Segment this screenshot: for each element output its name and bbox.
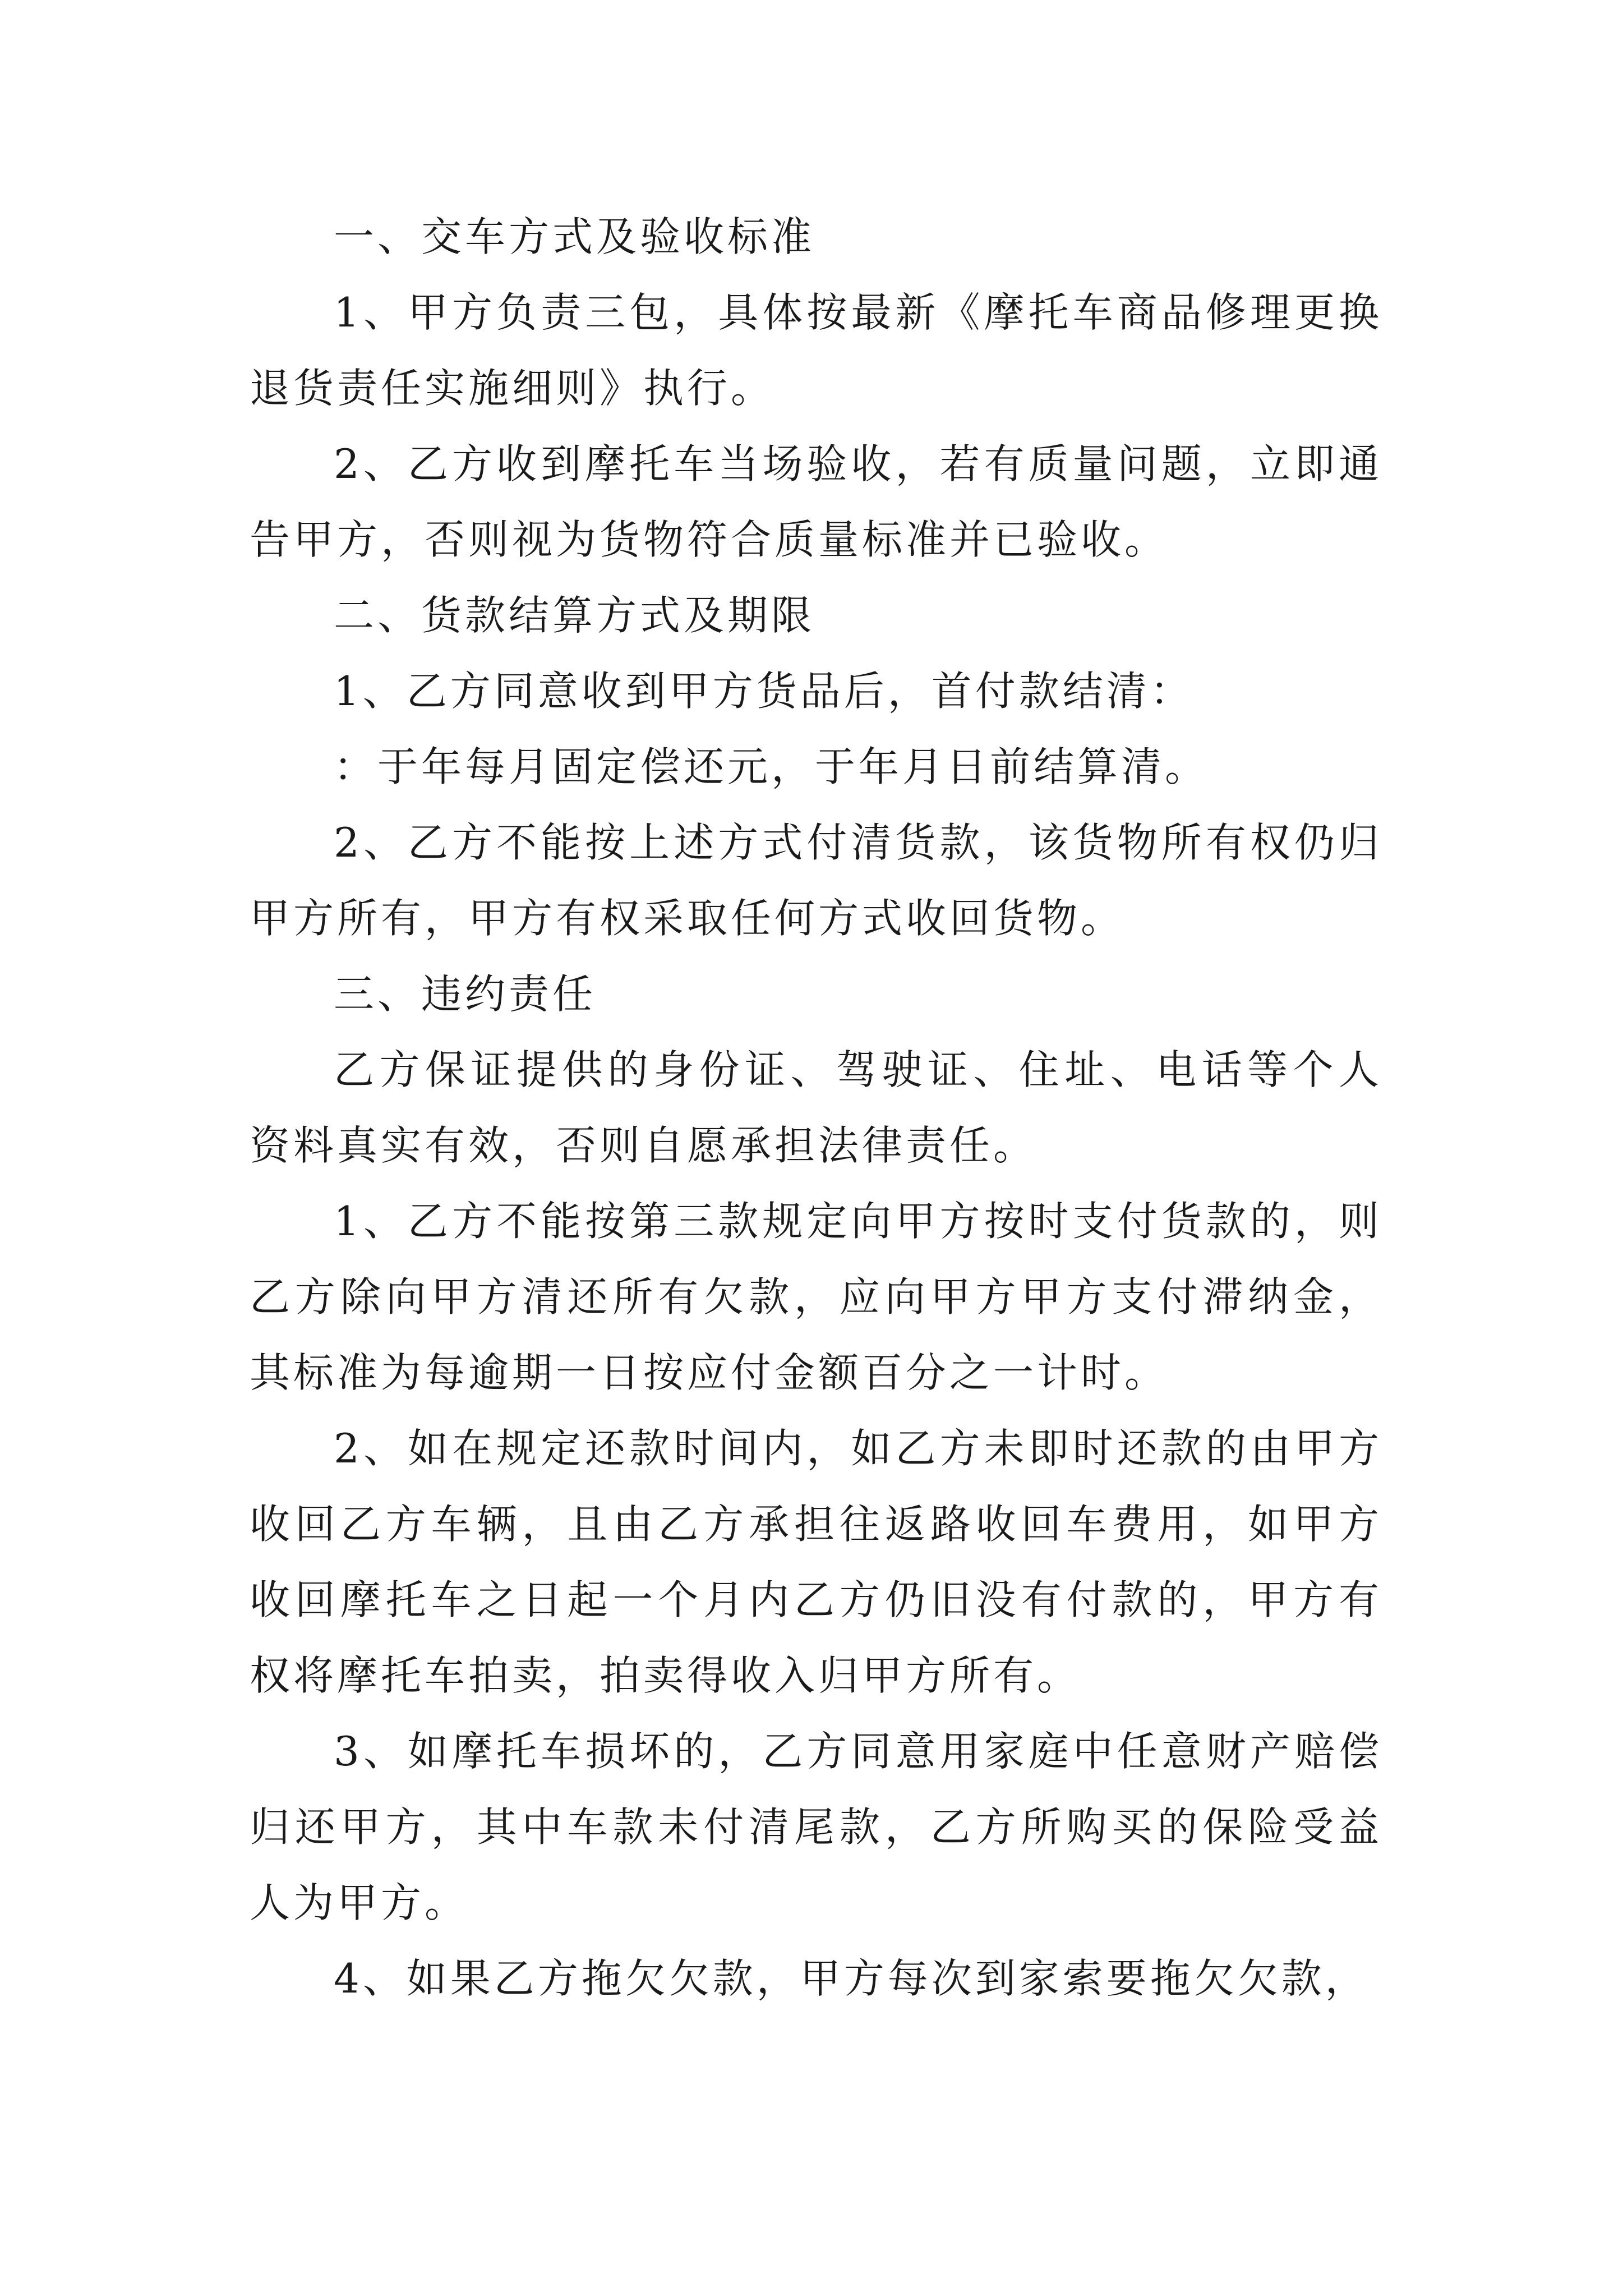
paragraph: 1、乙方不能按第三款规定向甲方按时支付货款的，则乙方除向甲方清还所有欠款，应向甲方甲方支付滞纳金，其标准为每逾期一日按应付金额百分之一计时。	[250, 1198, 1382, 1396]
section-heading-delivery: 一、交车方式及验收标准	[334, 213, 815, 260]
document-body	[250, 199, 1382, 2017]
paragraph: 3、如摩托车损坏的，乙方同意用家庭中任意财产赔偿归还甲方，其中车款未付清尾款，乙方所购买的保险受益人为甲方。	[250, 1728, 1382, 1926]
paragraph: 2、乙方收到摩托车当场验收，若有质量问题，立即通告甲方，否则视为货物符合质量标准并已验收。	[250, 440, 1382, 563]
paragraph: 乙方保证提供的身份证、驾驶证、住址、电话等个人资料真实有效，否则自愿承担法律责任。	[250, 1046, 1382, 1169]
section-heading-liability: 三、违约责任	[334, 970, 597, 1018]
paragraph: 4、如果乙方拖欠欠款，甲方每次到家索要拖欠欠款，	[334, 1955, 1369, 2002]
paragraph: 1、甲方负责三包，具体按最新《摩托车商品修理更换退货责任实施细则》执行。	[250, 289, 1382, 412]
section-heading-payment: 二、货款结算方式及期限	[334, 592, 815, 639]
paragraph: ：于年每月固定偿还元，于年月日前结算清。	[334, 743, 1209, 790]
paragraph: 1、乙方同意收到甲方货品后，首付款结清：	[334, 668, 1194, 715]
paragraph: 2、如在规定还款时间内，如乙方未即时还款的由甲方收回乙方车辆，且由乙方承担往返路收回车费用，如甲方收回摩托车之日起一个月内乙方仍旧没有付款的，甲方有权将摩托车拍卖，拍卖得收入归甲方所有。	[250, 1425, 1382, 1699]
paragraph: 2、乙方不能按上述方式付清货款，该货物所有权仍归甲方所有，甲方有权采取任何方式收回货物。	[250, 819, 1382, 942]
